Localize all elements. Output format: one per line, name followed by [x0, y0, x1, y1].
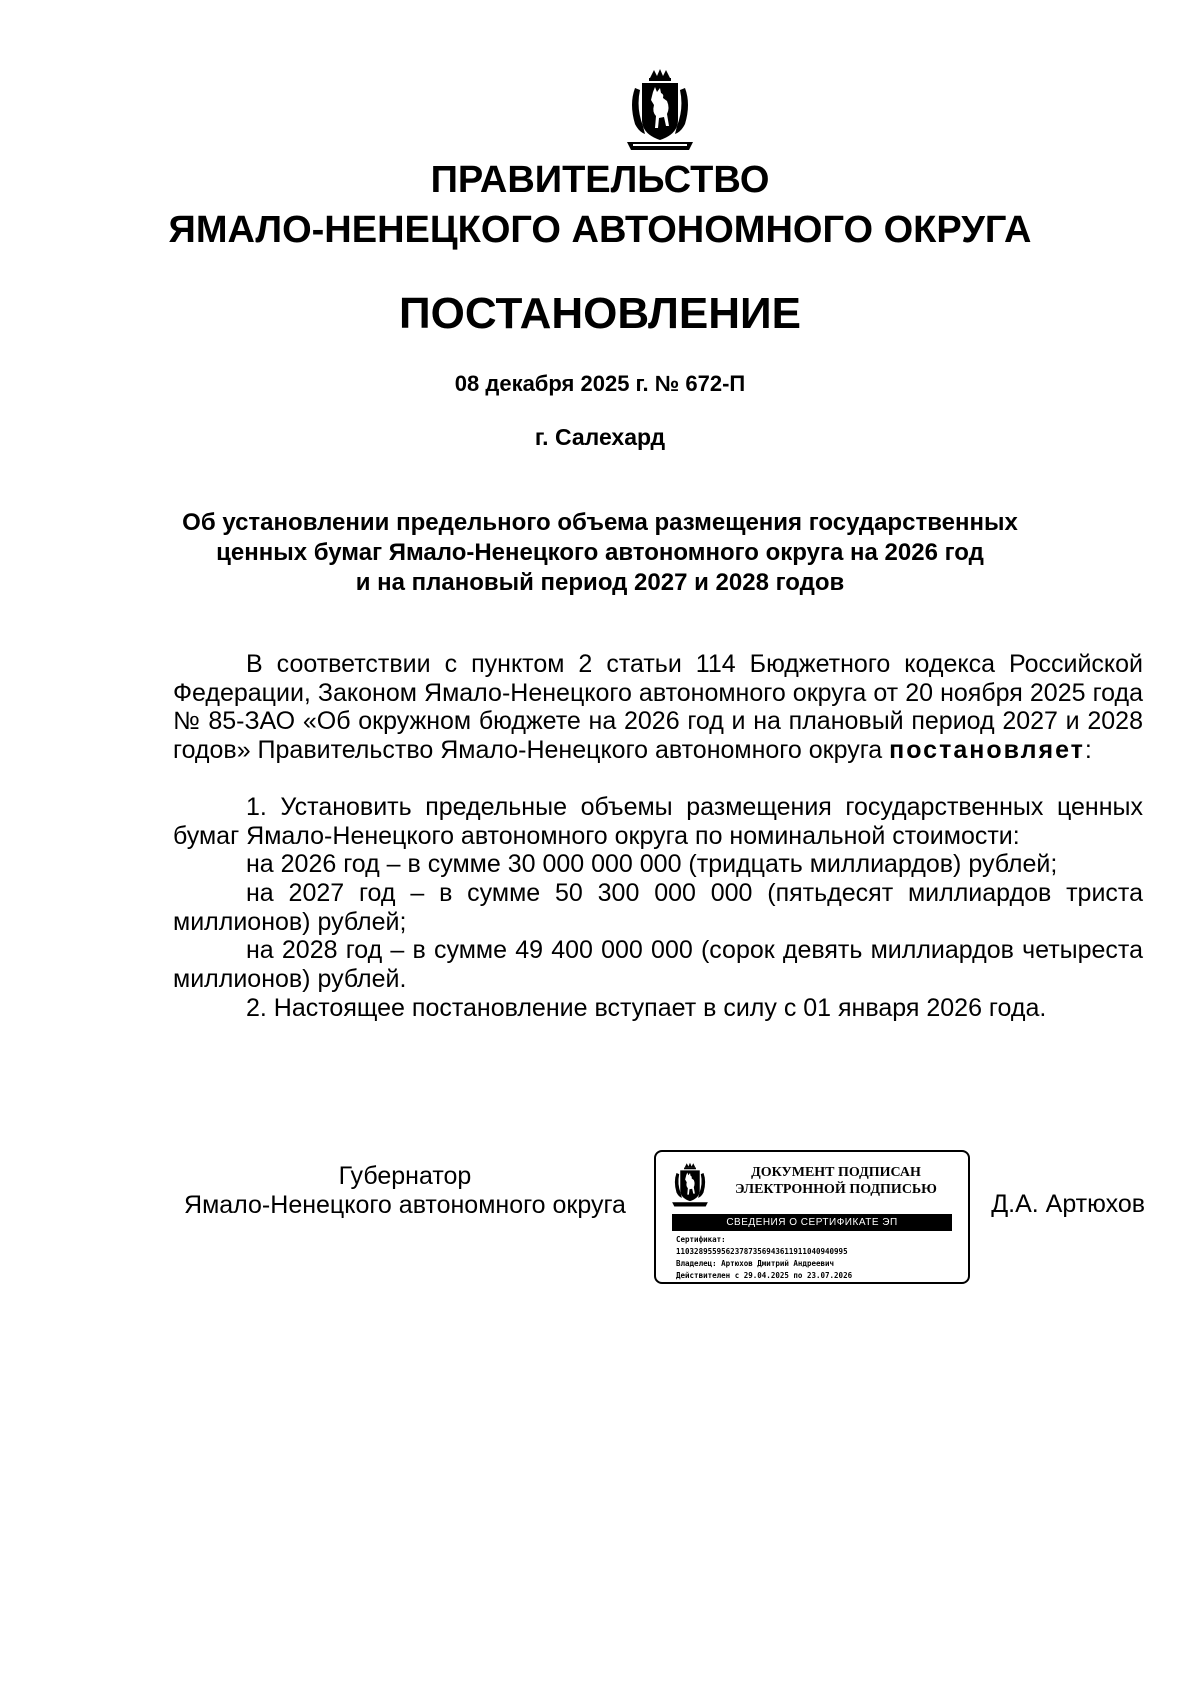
stamp-owner: Владелец: Артюхов Дмитрий Андреевич: [676, 1259, 835, 1268]
governor-name: Д.А. Артюхов: [991, 1190, 1145, 1218]
government-name-line2: ЯМАЛО-НЕНЕЦКОГО АВТОНОМНОГО ОКРУГА: [168, 209, 1032, 251]
government-name-line1: ПРАВИТЕЛЬСТВО: [430, 159, 770, 201]
subject-line-2: ценных бумаг Ямало-Ненецкого автономного округа на 2026 год: [216, 539, 984, 566]
resolution-verb: постановляет: [889, 736, 1085, 765]
limit-2027-paragraph: на 2027 год – в сумме 50 300 000 000 (пятьдесят миллиардов триста миллионов) рублей;: [173, 878, 1143, 936]
subject-line-1: Об установлении предельного объема размещения государственных: [182, 509, 1018, 536]
item-1-paragraph: 1. Установить предельные объемы размещения государственных ценных бумаг Ямало-Ненецкого автономного округа по номинальной стоимости:: [173, 792, 1143, 850]
stamp-cert-label: Сертификат:: [676, 1235, 726, 1244]
governor-post-line2: Ямало-Ненецкого автономного округа: [184, 1191, 626, 1219]
government-name: [0, 155, 1200, 255]
preamble-text: В соответствии с пунктом 2 статьи 114 Бюджетного кодекса Российской Федерации, Законом Ямало-Ненецкого автономного округа от 20 ноября 2025 года № 85-ЗАО «Об окружном бюджете на 2026 год и на плановый период 2027 и 2028 годов» Правительство Ямало-Ненецкого автономного округа: [173, 650, 1143, 765]
stamp-title-line1: ДОКУМЕНТ ПОДПИСАН: [751, 1165, 921, 1180]
preamble-paragraph: [173, 650, 1143, 765]
stamp-certificate-bar: СВЕДЕНИЯ О СЕРТИФИКАТЕ ЭП: [672, 1214, 952, 1231]
subject-line-3: и на плановый период 2027 и 2028 годов: [355, 569, 845, 596]
stamp-title-line2: ЭЛЕКТРОННОЙ ПОДПИСЬЮ: [735, 1182, 937, 1197]
stamp-coat-of-arms-icon: [670, 1162, 710, 1210]
signature-block: [0, 1150, 1200, 1300]
governor-post-line1: Губернатор: [338, 1162, 472, 1190]
governor-post: [170, 1162, 640, 1220]
item-2-paragraph: 2. Настоящее постановление вступает в силу с 01 января 2026 года.: [246, 993, 1047, 1022]
document-date-number: 08 декабря 2025 г. № 672-П: [454, 371, 746, 396]
stamp-validity: Действителен с 29.04.2025 по 23.07.2026: [676, 1271, 853, 1280]
limit-2028-paragraph: на 2028 год – в сумме 49 400 000 000 (сорок девять миллиардов четыреста миллионов) рублей.: [173, 936, 1143, 994]
preamble-colon: :: [1084, 736, 1092, 765]
document-subject: [150, 508, 1050, 598]
coat-of-arms-icon: [623, 68, 697, 156]
stamp-certificate-info: [676, 1234, 966, 1282]
electronic-signature-stamp: [654, 1150, 970, 1284]
document-type: ПОСТАНОВЛЕНИЕ: [398, 289, 802, 338]
limit-2026-paragraph: на 2026 год – в сумме 30 000 000 000 (тридцать миллиардов) рублей;: [246, 850, 1058, 879]
document-body: [173, 650, 1143, 1022]
stamp-cert-number: 11032895595623787356943611911040940995: [676, 1247, 848, 1256]
document-city: г. Салехард: [534, 424, 666, 450]
stamp-title: [716, 1164, 956, 1198]
